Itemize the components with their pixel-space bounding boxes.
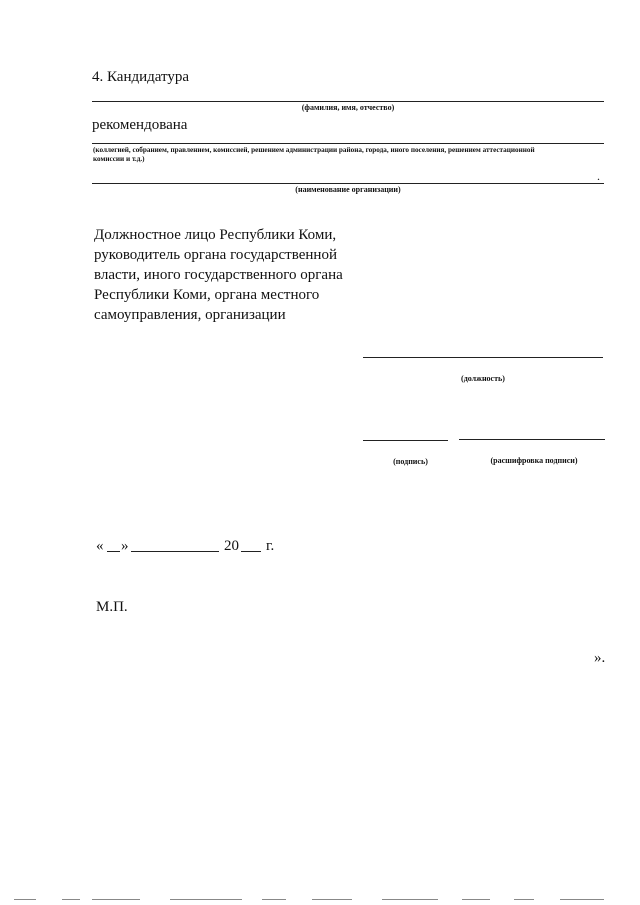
section-title: 4. Кандидатура [92,69,190,85]
signature-line [363,440,448,441]
fio-line [92,101,604,102]
position-line [363,357,603,358]
date-open-quote: « [96,538,104,554]
recommender-caption-line1: (коллегией, собранием, правлением, комиссией, решением администрации района, города, иного поселения, решением аттестационной [93,146,535,154]
official-line-5: самоуправления, организации [94,307,286,323]
date-year-prefix: 20 [224,538,239,554]
fio-caption: (фамилия, имя, отчество) [301,103,395,112]
date-close-quote: » [121,538,129,554]
date-day-blank [107,551,120,552]
organization-caption: (наименование организации) [295,185,401,194]
closing-mark: ». [594,650,606,666]
official-line-4: Республики Коми, органа местного [94,287,320,303]
recommender-caption-line2: комиссии и т.д.) [93,155,145,163]
official-line-2: руководитель органа государственной [94,247,337,263]
signature-decoding-line [459,439,605,440]
official-line-1: Должностное лицо Республики Коми, [94,227,337,243]
signature-decoding-caption: (расшифровка подписи) [490,456,578,465]
position-caption: (должность) [461,374,505,383]
organization-line [92,183,604,184]
stamp-label: М.П. [96,599,128,615]
signature-caption: (подпись) [393,457,428,466]
date-year-blank [241,551,261,552]
official-block [94,225,343,325]
official-line-3: власти, иного государственного органа [94,267,343,283]
organization-end-dot: . [597,169,600,183]
date-year-suffix: г. [266,538,275,554]
recommended-label: рекомендована [92,117,188,133]
recommender-line [92,143,604,144]
date-month-blank [131,551,219,552]
